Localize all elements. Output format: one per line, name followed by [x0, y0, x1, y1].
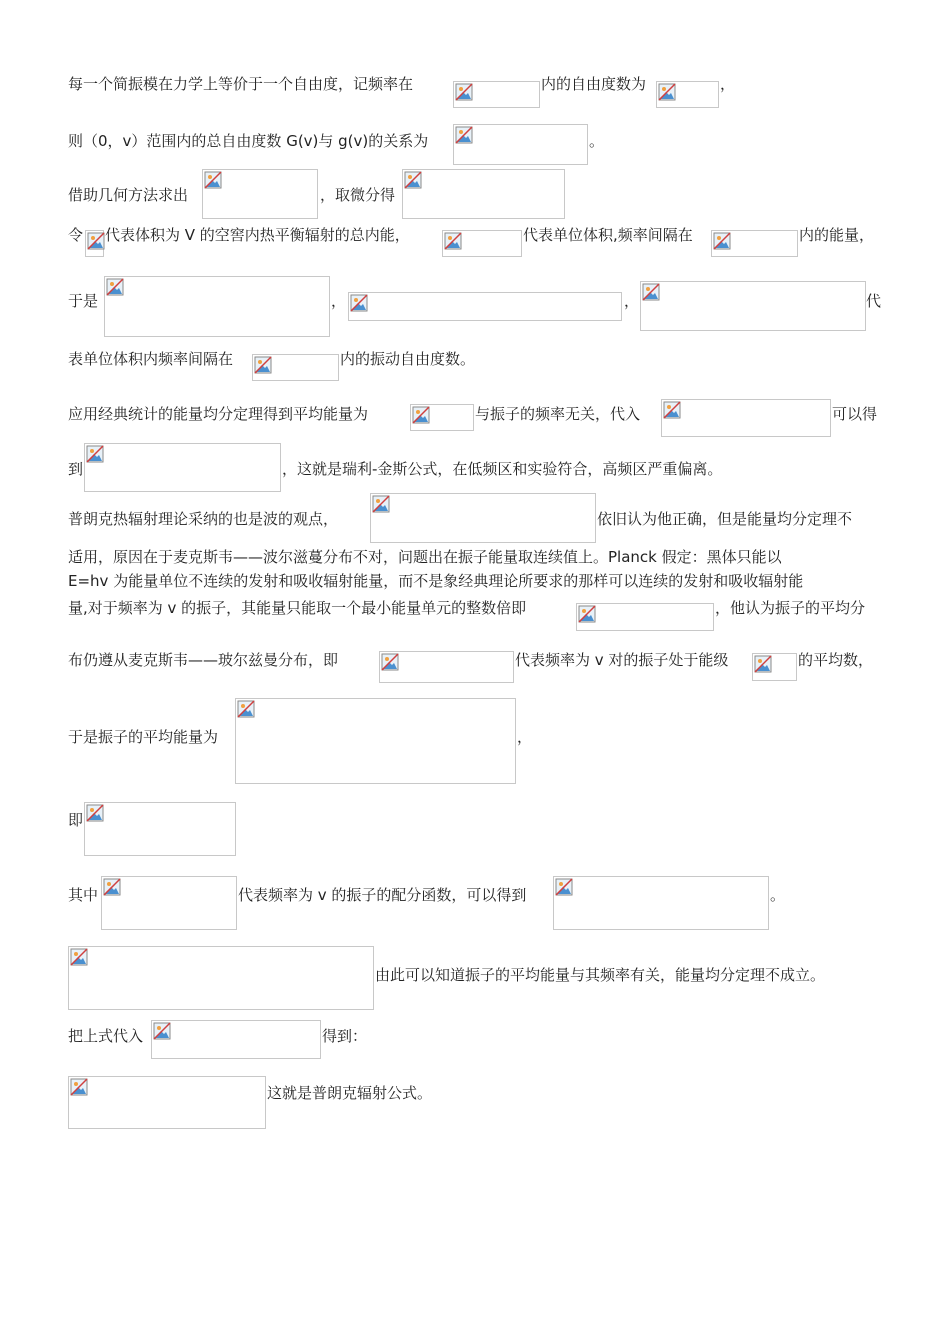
text-line-2a: 则（0，v）范围内的总自由度数 G(v)与 g(v)的关系为	[68, 132, 429, 150]
text-line-11: E=hv 为能量单位不连续的发射和吸收辐射能量，而不是象经典理论所要求的那样可以连续的发射和吸收辐射能	[68, 572, 804, 590]
text-line-7a: 应用经典统计的能量均分定理得到平均能量为	[68, 405, 369, 423]
formula-image-16	[370, 493, 596, 543]
broken-image-icon	[713, 232, 731, 250]
broken-image-icon	[444, 232, 462, 250]
formula-image-15	[84, 443, 281, 492]
text-line-13c: 的平均数，	[798, 651, 874, 669]
text-line-9a: 普朗克热辐射理论采纳的也是波的观点，	[68, 510, 339, 528]
text-line-1c: ，	[720, 75, 736, 93]
formula-image-11	[640, 281, 866, 331]
text-line-4a: 令	[68, 226, 84, 244]
formula-image-4	[202, 169, 318, 219]
formula-image-21	[84, 802, 236, 856]
text-line-3a: 借助几何方法求出	[68, 186, 189, 204]
text-line-16a: 其中	[68, 886, 99, 904]
text-line-12b: ，他认为振子的平均分	[715, 599, 866, 617]
text-line-17: 由此可以知道振子的平均能量与其频率有关，能量均分定理不成立。	[375, 966, 826, 984]
broken-image-icon	[412, 406, 430, 424]
formula-image-6	[85, 230, 104, 257]
broken-image-icon	[350, 294, 368, 312]
formula-image-18	[379, 651, 514, 683]
text-line-9b: 依旧认为他正确，但是能量均分定理不	[597, 510, 853, 528]
broken-image-icon	[237, 700, 255, 718]
formula-image-1	[453, 81, 540, 108]
text-line-13a: 布仍遵从麦克斯韦——玻尔兹曼分布，即	[68, 651, 339, 669]
broken-image-icon	[555, 878, 573, 896]
formula-image-22	[101, 876, 237, 930]
broken-image-icon	[372, 495, 390, 513]
broken-image-icon	[86, 445, 104, 463]
formula-image-5	[402, 169, 565, 219]
formula-image-10	[348, 292, 622, 321]
broken-image-icon	[87, 232, 105, 250]
text-line-2b: 。	[589, 132, 605, 150]
broken-image-icon	[153, 1022, 171, 1040]
text-line-5c: ，	[624, 292, 640, 310]
text-line-7b: 与振子的频率无关，代入	[475, 405, 641, 423]
broken-image-icon	[455, 126, 473, 144]
formula-image-24	[68, 946, 374, 1010]
broken-image-icon	[254, 356, 272, 374]
text-line-4d: 内的能量，	[799, 226, 875, 244]
text-line-18b: 得到：	[322, 1027, 368, 1045]
formula-image-12	[252, 354, 339, 381]
formula-image-20	[235, 698, 516, 784]
formula-image-2	[656, 81, 719, 108]
text-line-1a: 每一个简振模在力学上等价于一个自由度，记频率在	[68, 75, 414, 93]
broken-image-icon	[381, 653, 399, 671]
text-line-7c: 可以得	[832, 405, 878, 423]
formula-image-14	[661, 399, 831, 437]
broken-image-icon	[106, 278, 124, 296]
broken-image-icon	[663, 401, 681, 419]
text-line-14b: ，	[517, 728, 533, 746]
text-line-3b: ，取微分得	[320, 186, 396, 204]
formula-image-3	[453, 124, 588, 165]
formula-image-9	[104, 276, 330, 337]
text-line-6b: 内的振动自由度数。	[340, 350, 476, 368]
text-line-8b: ，这就是瑞利-金斯公式，在低频区和实验符合，高频区严重偏离。	[282, 460, 723, 478]
text-line-5d: 代	[866, 292, 882, 310]
broken-image-icon	[70, 948, 88, 966]
text-line-6a: 表单位体积内频率间隔在	[68, 350, 234, 368]
broken-image-icon	[204, 171, 222, 189]
text-line-14a: 于是振子的平均能量为	[68, 728, 219, 746]
text-line-5a: 于是	[68, 292, 99, 310]
text-line-4c: 代表单位体积,频率间隔在	[523, 226, 693, 244]
text-line-4b: 代表体积为 V 的空窖内热平衡辐射的总内能，	[105, 226, 410, 244]
broken-image-icon	[754, 655, 772, 673]
formula-image-13	[410, 404, 474, 431]
text-line-19: 这就是普朗克辐射公式。	[267, 1084, 433, 1102]
text-line-10: 适用，原因在于麦克斯韦——波尔滋蔓分布不对，问题出在振子能量取连续值上。Planck 假定：黑体只能以	[68, 548, 782, 566]
broken-image-icon	[642, 283, 660, 301]
text-line-16c: 。	[770, 886, 786, 904]
formula-image-19	[752, 653, 797, 681]
broken-image-icon	[86, 804, 104, 822]
text-line-15: 即	[68, 811, 84, 829]
formula-image-8	[711, 230, 798, 257]
formula-image-7	[442, 230, 522, 257]
text-line-1b: 内的自由度数为	[541, 75, 647, 93]
text-line-8a: 到	[68, 460, 84, 478]
text-line-12a: 量,对于频率为 v 的振子，其能量只能取一个最小能量单元的整数倍即	[68, 599, 527, 617]
text-line-16b: 代表频率为 v 的振子的配分函数，可以得到	[238, 886, 527, 904]
broken-image-icon	[103, 878, 121, 896]
formula-image-25	[151, 1020, 321, 1059]
formula-image-26	[68, 1076, 266, 1129]
text-line-5b: ，	[331, 292, 347, 310]
formula-image-23	[553, 876, 769, 930]
broken-image-icon	[70, 1078, 88, 1096]
broken-image-icon	[404, 171, 422, 189]
broken-image-icon	[658, 83, 676, 101]
text-line-13b: 代表频率为 v 对的振子处于能级	[515, 651, 729, 669]
text-line-18a: 把上式代入	[68, 1027, 144, 1045]
formula-image-17	[576, 603, 714, 631]
broken-image-icon	[455, 83, 473, 101]
broken-image-icon	[578, 605, 596, 623]
